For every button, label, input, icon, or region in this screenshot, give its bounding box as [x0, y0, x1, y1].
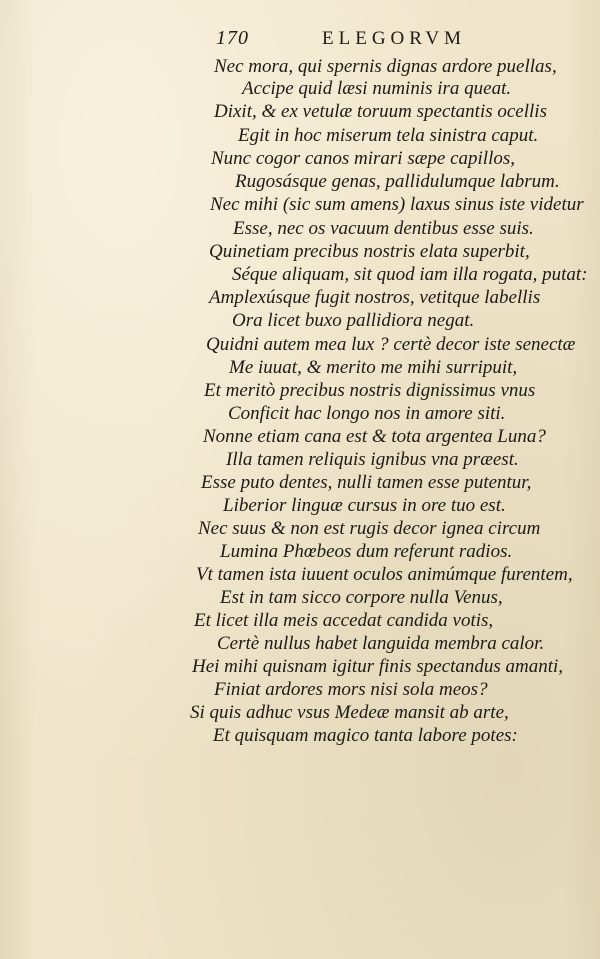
verse-line: Conficit hac longo nos in amore siti.: [228, 403, 506, 424]
verse-line: Egit in hoc miserum tela sinistra caput.: [238, 125, 539, 146]
page-header: [216, 27, 467, 50]
verse-line: Ora licet buxo pallidiora negat.: [232, 310, 475, 331]
verse-line: Si quis adhuc vsus Medeæ mansit ab arte,: [190, 702, 509, 723]
verse-line: Amplexúsque fugit nostros, vetitque labellis: [209, 287, 541, 308]
verse-line: Nunc cogor canos mirari sæpe capillos,: [211, 148, 515, 169]
verse-line: Accipe quid læsi numinis ira queat.: [242, 78, 512, 99]
verse-line: Illa tamen reliquis ignibus vna præest.: [226, 449, 519, 470]
verse-line: Certè nullus habet languida membra calor.: [217, 633, 545, 654]
verse-line: Esse, nec os vacuum dentibus esse suis.: [233, 218, 534, 239]
verse-line: Quinetiam precibus nostris elata superbit,: [209, 241, 530, 262]
verse-line: Esse puto dentes, nulli tamen esse putentur,: [201, 472, 532, 493]
verse-line: Nec mora, qui spernis dignas ardore puellas,: [214, 56, 557, 77]
running-title: ELEGORVM: [322, 28, 467, 49]
verse-line: Hei mihi quisnam igitur finis spectandus amanti,: [192, 656, 564, 677]
verse-line: Nec suus & non est rugis decor ignea circum: [198, 518, 541, 539]
verse-line: Quidni autem mea lux ? certè decor iste senectæ: [206, 334, 576, 355]
verse-line: Et quisquam magico tanta labore potes:: [213, 725, 518, 746]
verse-line: Lumina Phœbeos dum referunt radios.: [220, 541, 513, 562]
verse-line: Me iuuat, & merito me mihi surripuit,: [229, 357, 518, 378]
verse-line: Nonne etiam cana est & tota argentea Luna?: [203, 426, 546, 447]
verse-line: Nec mihi (sic sum amens) laxus sinus iste videtur: [210, 194, 584, 215]
verse-line: Et licet illa meis accedat candida votis,: [194, 610, 494, 631]
verse-line: Est in tam sicco corpore nulla Venus,: [220, 587, 503, 608]
verse-line: Et meritò precibus nostris dignissimus vnus: [204, 380, 536, 401]
verse-line: Dixit, & ex vetulæ toruum spectantis ocellis: [214, 101, 547, 122]
page-number: 170: [216, 27, 249, 49]
verse-line: Liberior linguæ cursus in ore tuo est.: [223, 495, 506, 516]
verse-line: Vt tamen ista iuuent oculos animúmque furentem,: [196, 564, 573, 585]
verse-line: Finiat ardores mors nisi sola meos?: [214, 679, 488, 700]
verse-line: Rugosásque genas, pallidulumque labrum.: [235, 171, 560, 192]
verse-line: Séque aliquam, sit quod iam illa rogata, putat:: [232, 264, 588, 285]
